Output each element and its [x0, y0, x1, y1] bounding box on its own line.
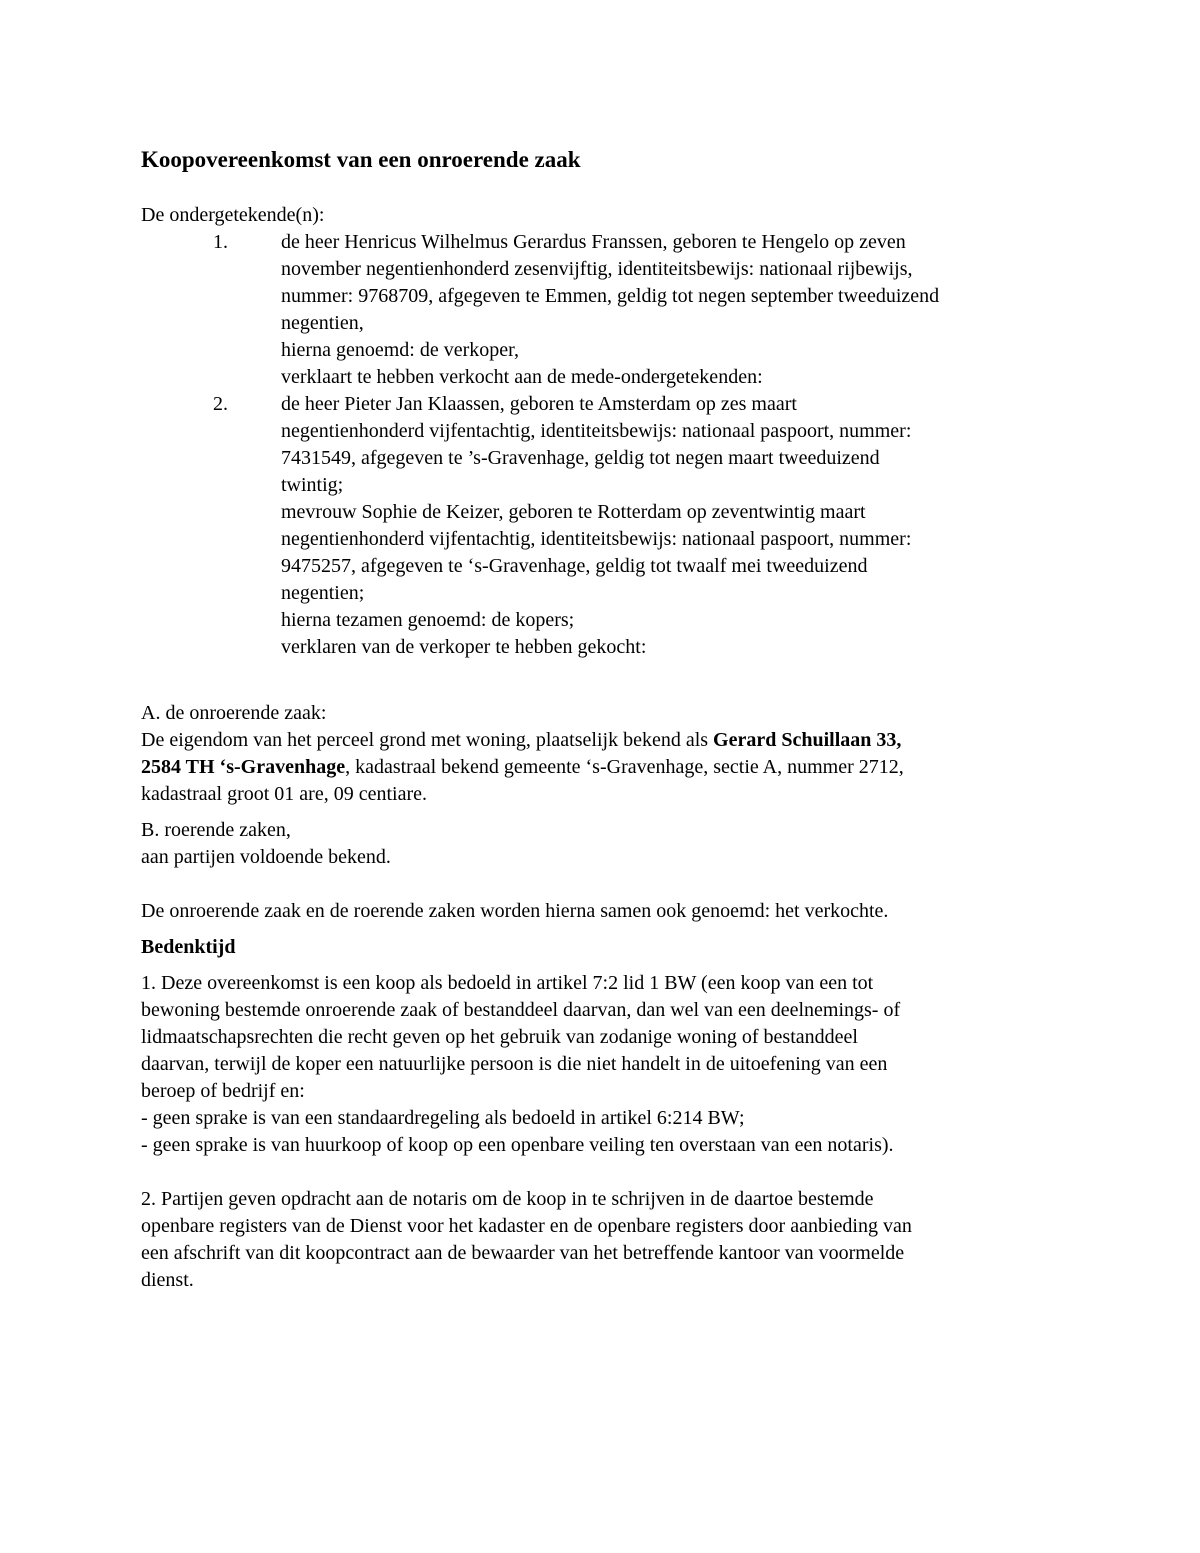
party2-line: twintig; — [281, 474, 344, 496]
bedenktijd-para1-line: lidmaatschapsrechten die recht geven op het gebruik van zodanige woning of bestanddeel — [141, 1026, 858, 1048]
party2-number: 2. — [213, 393, 228, 415]
party2-line: negentienhonderd vijfentachtig, identiteitsbewijs: nationaal paspoort, nummer: — [281, 528, 912, 550]
party1-line: verklaart te hebben verkocht aan de mede-ondergetekenden: — [281, 366, 763, 388]
bedenktijd-para1-line: bewoning bestemde onroerende zaak of bestanddeel daarvan, dan wel van een deelnemings- of — [141, 999, 901, 1021]
party1-line: nummer: 9768709, afgegeven te Emmen, geldig tot negen september tweeduizend — [281, 285, 940, 307]
party2-line: verklaren van de verkoper te hebben gekocht: — [281, 636, 647, 658]
section-a-text: De eigendom van het perceel grond met woning, plaatselijk bekend als — [141, 729, 714, 751]
party1-line: de heer Henricus Wilhelmus Gerardus Franssen, geboren te Hengelo op zeven — [281, 231, 906, 253]
bedenktijd-para2-line: dienst. — [141, 1269, 194, 1291]
party2-line: mevrouw Sophie de Keizer, geboren te Rotterdam op zeventwintig maart — [281, 501, 866, 523]
document-title: Koopovereenkomst van een onroerende zaak — [141, 147, 581, 172]
party1-line: november negentienhonderd zesenvijftig, identiteitsbewijs: nationaal rijbewijs, — [281, 258, 913, 280]
party1-line: hierna genoemd: de verkoper, — [281, 339, 519, 361]
bedenktijd-para2-line: een afschrift van dit koopcontract aan de bewaarder van het betreffende kantoor van voormelde — [141, 1242, 905, 1264]
bedenktijd-para1-line: - geen sprake is van een standaardregeling als bedoeld in artikel 6:214 BW; — [141, 1107, 745, 1129]
section-a-heading: A. de onroerende zaak: — [141, 702, 327, 724]
party1-number: 1. — [213, 231, 228, 253]
summary-text: De onroerende zaak en de roerende zaken worden hierna samen ook genoemd: het verkochte. — [141, 900, 889, 922]
bedenktijd-para1-line: - geen sprake is van huurkoop of koop op een openbare veiling ten overstaan van een notaris). — [141, 1134, 894, 1156]
bedenktijd-para1-line: daarvan, terwijl de koper een natuurlijke persoon is die niet handelt in de uitoefening van een — [141, 1053, 888, 1075]
section-a-line — [141, 727, 901, 754]
bedenktijd-heading: Bedenktijd — [141, 936, 236, 958]
section-b-line: aan partijen voldoende bekend. — [141, 846, 391, 868]
property-address-street: Gerard Schuillaan 33, — [713, 729, 902, 751]
party2-line: 9475257, afgegeven te ‘s-Gravenhage, geldig tot twaalf mei tweeduizend — [281, 555, 868, 577]
section-a-text: , kadastraal bekend gemeente ‘s-Gravenhage, sectie A, nummer 2712, — [345, 756, 904, 778]
bedenktijd-para2-line: openbare registers van de Dienst voor het kadaster en de openbare registers door aanbieding van — [141, 1215, 912, 1237]
bedenktijd-para1-line: 1. Deze overeenkomst is een koop als bedoeld in artikel 7:2 lid 1 BW (een koop van een tot — [141, 972, 874, 994]
section-a-line: kadastraal groot 01 are, 09 centiare. — [141, 783, 427, 805]
bedenktijd-para1-line: beroep of bedrijf en: — [141, 1080, 305, 1102]
party2-line: 7431549, afgegeven te ’s-Gravenhage, geldig tot negen maart tweeduizend — [281, 447, 880, 469]
party2-line: hierna tezamen genoemd: de kopers; — [281, 609, 575, 631]
section-a-line — [141, 754, 904, 781]
property-address-city: 2584 TH ‘s-Gravenhage — [141, 756, 346, 778]
bedenktijd-para2-line: 2. Partijen geven opdracht aan de notaris om de koop in te schrijven in de daartoe bestemde — [141, 1188, 874, 1210]
intro-text: De ondergetekende(n): — [141, 204, 325, 226]
party2-line: de heer Pieter Jan Klaassen, geboren te Amsterdam op zes maart — [281, 393, 797, 415]
party2-line: negentien; — [281, 582, 365, 604]
party2-line: negentienhonderd vijfentachtig, identiteitsbewijs: nationaal paspoort, nummer: — [281, 420, 912, 442]
section-b-heading: B. roerende zaken, — [141, 819, 291, 841]
party1-line: negentien, — [281, 312, 364, 334]
